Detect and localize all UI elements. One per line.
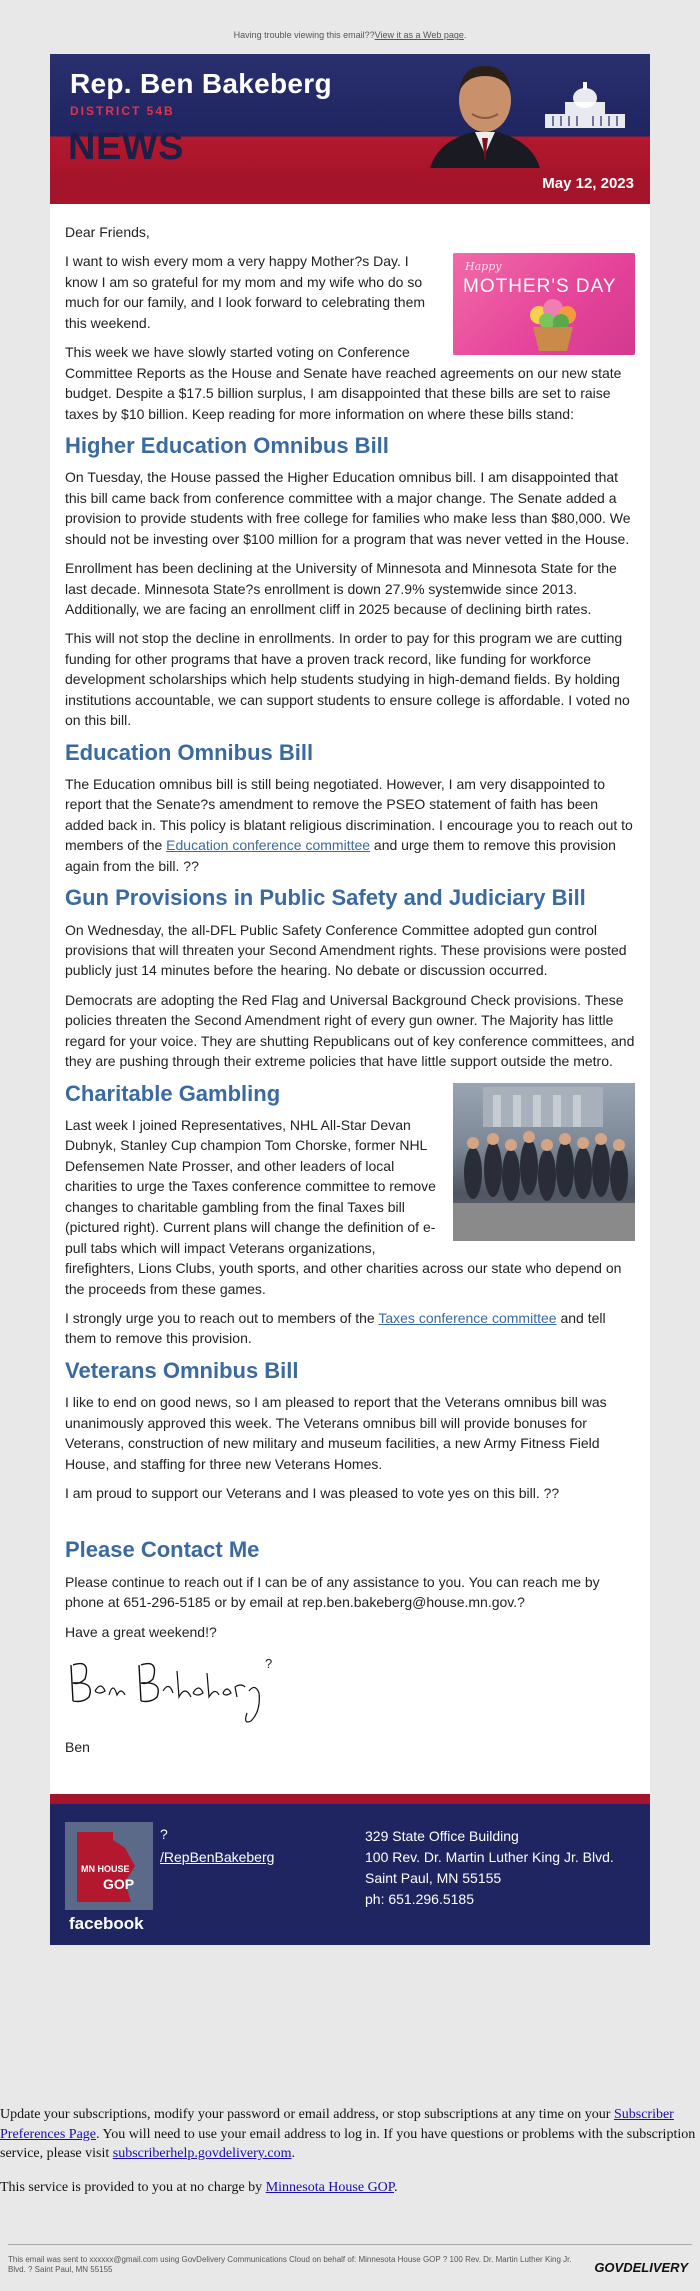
flower-pot-icon bbox=[517, 295, 589, 353]
preheader-text: Having trouble viewing this email?? bbox=[233, 30, 375, 40]
contact-heading: Please Contact Me bbox=[65, 1537, 260, 1563]
contact-paragraph-2: Have a great weekend!? bbox=[65, 1623, 217, 1640]
handwritten-signature bbox=[65, 1651, 285, 1727]
greeting: Dear Friends, bbox=[65, 224, 150, 240]
office-address bbox=[365, 1826, 614, 1910]
education-committee-link[interactable]: Education conference committee bbox=[166, 837, 371, 854]
subscriber-help-link[interactable]: subscriberhelp.govdelivery.com bbox=[112, 2146, 292, 2162]
gun-paragraph-2: Democrats are adopting the Red Flag and Universal Background Check provisions. These policies threaten the Second Amendment right of every gun owner. The Majority has little regard for your voice. They are shutting Republicans out of key conference committees, and they are pushing through their extreme policies that have little support outside the metro. bbox=[65, 991, 635, 1070]
newsletter-header bbox=[50, 54, 650, 204]
mothers-day-image bbox=[453, 253, 635, 355]
rep-name: Rep. Ben Bakeberg bbox=[70, 68, 332, 99]
address-line-1: 329 State Office Building bbox=[365, 1827, 519, 1844]
service-paragraph: This service is provided to you at no charge by Minnesota House GOP. bbox=[0, 2179, 398, 2195]
signature-mark: ? bbox=[265, 1656, 273, 1672]
govdelivery-logo[interactable]: GOVDELIVERY bbox=[594, 2260, 688, 2275]
capitol-icon bbox=[535, 76, 635, 136]
gun-paragraph-1: On Wednesday, the all-DFL Public Safety Conference Committee adopted gun control provisions that will threaten your Second Amendment rights. These provisions were posted publicly just 14 minutes before the hearing. No debate or discussion occurred. bbox=[65, 921, 627, 979]
subscriber-preferences-link[interactable]: Subscriber Preferences Page bbox=[0, 2107, 674, 2142]
contact-paragraph-1: Please continue to reach out if I can be of any assistance to you. You can reach me by phone at 651-296-5185 or by email at rep.ben.bakeberg@house.mn.gov.? bbox=[65, 1573, 600, 1611]
higher-ed-paragraph-3: This will not stop the decline in enrollments. In order to pay for this program we are cutting funding for other programs that have a proven track record, like funding for workforce development scholarships which help students studying in high-demand fields. By holding institutions accountable, we can support students to ensure college is affordable. I voted no on this bill. bbox=[65, 630, 630, 729]
footer-divider bbox=[8, 2244, 692, 2245]
issue-date: May 12, 2023 bbox=[542, 175, 634, 192]
mothers-day-happy: Happy bbox=[465, 260, 502, 274]
veterans-paragraph-2: I am proud to support our Veterans and I was pleased to vote yes on this bill. ?? bbox=[65, 1484, 560, 1501]
veterans-paragraph-1: I like to end on good news, so I am pleased to report that the Veterans omnibus bill was unanimously approved this week. The Veterans omnibus bill will provide bonuses for Veterans, construction of new military and museum facilities, a new Army Fitness Field House, and staffing for three new Veterans Homes. bbox=[65, 1394, 607, 1472]
logo-text-top: MN HOUSE bbox=[81, 1863, 130, 1874]
facebook-link[interactable]: /RepBenBakeberg bbox=[160, 1848, 275, 1865]
gambling-heading: Charitable Gambling bbox=[65, 1080, 281, 1106]
mothers-day-title: MOTHER'S DAY bbox=[463, 276, 617, 298]
newsletter-body bbox=[50, 204, 650, 1794]
newsletter-footer bbox=[50, 1794, 650, 1945]
higher-ed-paragraph-1: On Tuesday, the House passed the Higher Education omnibus bill. I am disappointed that this bill came back from conference committee with a major change. The Senate added a provision to provide students with free college for families who make less than $80,000. We should not be investing over $100 million for a program that was never vetted in the House. bbox=[65, 469, 631, 547]
taxes-committee-link[interactable]: Taxes conference committee bbox=[378, 1309, 557, 1326]
newsletter-container bbox=[50, 54, 650, 1945]
legal-text: This email was sent to xxxxxx@gmail.com using GovDelivery Communications Cloud on behalf of: Minnesota House GOP ? 100 Rev. Dr. Martin Luther King Jr. Blvd. ? Saint Paul, MN 55155 bbox=[8, 2255, 572, 2274]
subscription-notice bbox=[0, 2105, 700, 2211]
facebook-label: facebook bbox=[69, 1913, 144, 1933]
education-paragraph: The Education omnibus bill is still being negotiated. However, I am very disappointed to report that the Senate?s amendment to remove the PSEO statement of faith has been added back in. This policy is blatant religious discrimination. I encourage you to reach out to members of the Education conference committee and urge them to remove this provision again from the bill. ?? bbox=[65, 775, 633, 874]
subscription-paragraph: Update your subscriptions, modify your password or email address, or stop subscriptions at any time on your Subscriber Preferences Page. You will need to use your email address to log in. If you have questions or problems with the subscription service, please visit subscriberhelp.govdelivery.com. bbox=[0, 2107, 696, 2162]
address-line-2: 100 Rev. Dr. Martin Luther King Jr. Blvd. bbox=[365, 1848, 614, 1865]
rep-portrait bbox=[420, 58, 550, 168]
gun-heading: Gun Provisions in Public Safety and Judiciary Bill bbox=[65, 885, 586, 911]
phone-number: ph: 651.296.5185 bbox=[365, 1890, 474, 1907]
facebook-logo[interactable] bbox=[65, 1822, 153, 1938]
gambling-paragraph-2: I strongly urge you to reach out to members of the Taxes conference committee and tell them to remove this provision. bbox=[65, 1309, 606, 1347]
charitable-gambling-photo bbox=[453, 1083, 635, 1241]
district-label: DISTRICT 54B bbox=[70, 104, 175, 118]
signature bbox=[65, 1651, 635, 1727]
higher-ed-paragraph-2: Enrollment has been declining at the University of Minnesota and Minnesota State for the last decade. Minnesota State?s enrollment is down 27.9% systemwide since 2013. Additionally, we are facing an enrollment cliff in 2025 because of declining birth rates. bbox=[65, 560, 617, 617]
veterans-heading: Veterans Omnibus Bill bbox=[65, 1357, 299, 1383]
footer-qmark: ? bbox=[160, 1825, 168, 1842]
group-photo-illustration bbox=[453, 1083, 635, 1241]
education-heading: Education Omnibus Bill bbox=[65, 739, 314, 765]
signoff: Ben bbox=[65, 1739, 90, 1756]
intro-paragraph-1: I want to wish every mom a very happy Mother?s Day. I know I am so grateful for my mom and my wife who do so much for our family, and I look forward to celebrating them this weekend. bbox=[65, 253, 426, 331]
address-line-3: Saint Paul, MN 55155 bbox=[365, 1869, 502, 1886]
intro-paragraph-2: This week we have slowly started voting on Conference Committee Reports as the House and Senate have reached agreements on our new state budget. Despite a $17.5 billion surplus, I am disappointed that these bills are set to raise taxes by $10 billion. Keep reading for more information on where these bills stand: bbox=[65, 344, 622, 422]
higher-ed-heading: Higher Education Omnibus Bill bbox=[65, 432, 389, 458]
news-label: NEWS bbox=[68, 126, 184, 168]
gambling-paragraph-1: Last week I joined Representatives, NHL All-Star Devan Dubnyk, Stanley Cup champion Tom Chorske, former NHL Defensemen Nate Prosser, and other leaders of local charities to urge the Taxes conference committee to remove changes to charitable gambling from the final Taxes bill (pictured right). Current plans will change the definition of e-pull tabs which will impact Veterans organizations, firefighters, Lions Clubs, youth sports, and other charities across our state who depend on the proceeds from these games. bbox=[65, 1117, 622, 1297]
web-version-link[interactable]: View it as a Web page bbox=[374, 30, 464, 40]
mn-house-gop-link[interactable]: Minnesota House GOP bbox=[265, 2179, 395, 2195]
logo-text-bottom: GOP bbox=[103, 1875, 135, 1892]
preheader: Having trouble viewing this email??View it as a Web page. bbox=[233, 30, 467, 40]
